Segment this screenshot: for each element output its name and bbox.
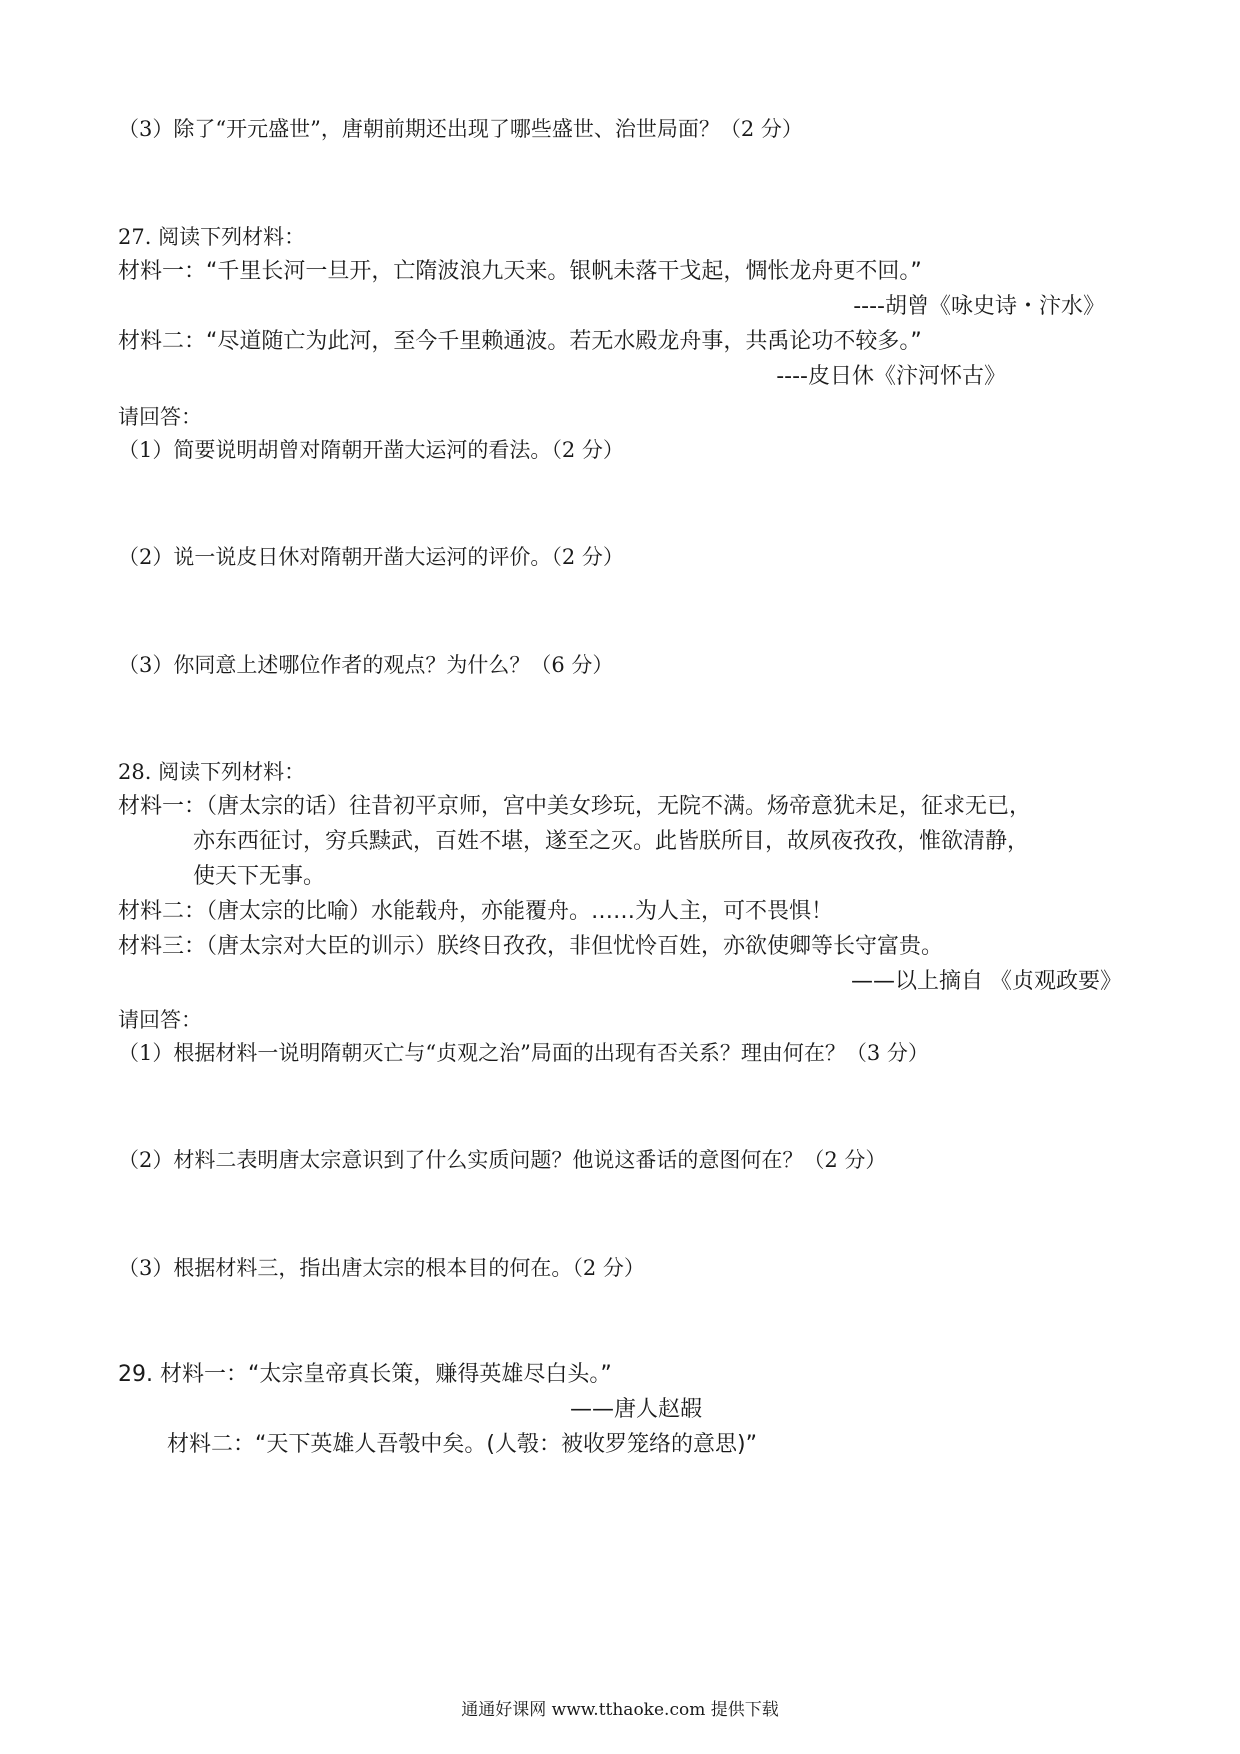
q28-sub1: （1）根据材料一说明隋朝灭亡与“贞观之治”局面的出现有否关系？理由何在？（3 分）	[118, 1041, 929, 1065]
q28-sub3: （3）根据材料三，指出唐太宗的根本目的何在。（2 分）	[118, 1256, 645, 1280]
q27-material2: 材料二：“尽道随亡为此河，至今千里赖通波。若无水殿龙舟事，共禹论功不较多。”	[118, 329, 922, 354]
q28-material3: 材料三：（唐太宗对大臣的训示）朕终日孜孜，非但忧怜百姓，亦欲使卿等长守富贵。	[118, 934, 944, 959]
q28-header: 28. 阅读下列材料：	[118, 760, 306, 784]
q28-material1-line2: 亦东西征讨，穷兵黩武，百姓不堪，遂至之灭。此皆朕所目，故夙夜孜孜，惟欲清静，	[193, 829, 1030, 854]
q29-source1: ——唐人赵嘏	[569, 1397, 702, 1422]
q28-sub2: （2）材料二表明唐太宗意识到了什么实质问题？他说这番话的意图何在？（2 分）	[118, 1148, 887, 1172]
q29-material1: 29. 材料一：“太宗皇帝真长策，赚得英雄尽白头。”	[118, 1362, 612, 1387]
q28-material2: 材料二：（唐太宗的比喻）水能载舟，亦能覆舟。……为人主，可不畏惧！	[118, 899, 834, 924]
q28-material1-line3: 使天下无事。	[193, 864, 326, 889]
q26-sub3: （3）除了“开元盛世”，唐朝前期还出现了哪些盛世、治世局面？（2 分）	[118, 117, 803, 141]
q29-material2: 材料二：“天下英雄人吾彀中矣。(人彀：被收罗笼络的意思)”	[167, 1432, 757, 1457]
q27-material1: 材料一：“千里长河一旦开，亡隋波浪九天来。银帆未落干戈起，惆怅龙舟更不回。”	[118, 259, 922, 284]
q27-source1: ----胡曾《咏史诗・汴水》	[853, 294, 1105, 319]
q27-prompt: 请回答：	[118, 405, 202, 429]
q28-source: ——以上摘自 《贞观政要》	[851, 969, 1122, 994]
q28-material1-line1: 材料一：（唐太宗的话）往昔初平京师，宫中美女珍玩，无院不满。炀帝意犹未足，征求无已，	[118, 794, 1032, 819]
q27-sub2: （2）说一说皮日休对隋朝开凿大运河的评价。（2 分）	[118, 545, 624, 569]
q27-source2: ----皮日休《汴河怀古》	[776, 364, 1006, 389]
q27-header: 27. 阅读下列材料：	[118, 225, 306, 249]
q27-sub1: （1）简要说明胡曾对隋朝开凿大运河的看法。（2 分）	[118, 438, 624, 462]
q27-sub3: （3）你同意上述哪位作者的观点？为什么？（6 分）	[118, 653, 614, 677]
page-footer: 通通好课网 www.tthaoke.com 提供下载	[461, 1700, 779, 1720]
q28-prompt: 请回答：	[118, 1008, 202, 1032]
